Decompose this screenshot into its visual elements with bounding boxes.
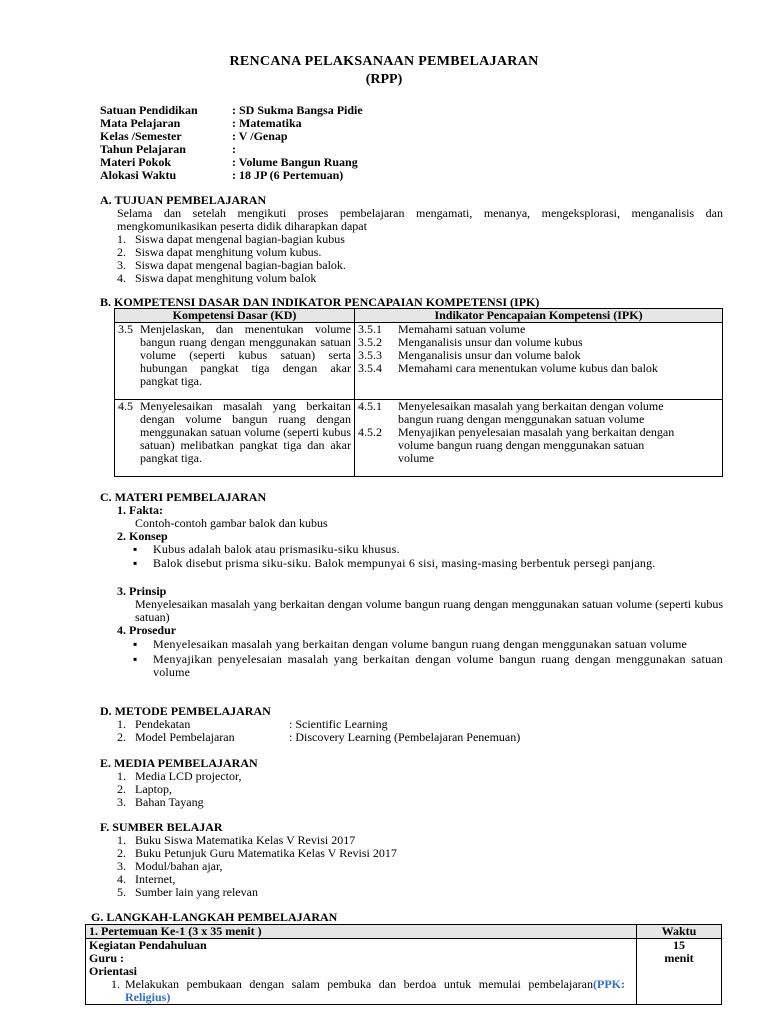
section-c-heading: C. MATERI PEMBELAJARAN (100, 490, 267, 504)
item-number: 2. (117, 782, 126, 796)
kd-text: Menyelesaikan masalah yang berkaitan dengan volume bangun ruang dengan menggunakan satuan volume (seperti kubus satuan) melibatkan pangkat tiga dan akar pangkat tiga. (140, 399, 351, 465)
guru-label: Guru : (89, 951, 125, 965)
section-f-heading: F. SUMBER BELAJAR (100, 820, 223, 834)
item-text: Sumber lain yang relevan (135, 885, 258, 899)
list-item (133, 638, 723, 651)
section-b-heading: B. KOMPETENSI DASAR DAN INDIKATOR PENCAPAIAN KOMPETENSI (IPK) (100, 295, 540, 309)
item-text: Balok disebut prisma siku-siku. Balok mempunyai 6 sisi, masing-masing berbentuk persegi panjang. (153, 556, 656, 570)
duration-unit: menit (664, 951, 694, 965)
activity-cell (86, 939, 637, 1005)
document-subtitle: (RPP) (365, 72, 403, 87)
ipk-text: Memahami satuan volume (398, 322, 526, 336)
ipk-cell (355, 400, 723, 477)
item-number: 1. (117, 717, 126, 731)
item-text: Media LCD projector, (135, 769, 242, 783)
steps-table (85, 924, 722, 1005)
item-text: Siswa dapat mengenal bagian-bagian kubus (135, 232, 345, 246)
table-row (115, 323, 723, 400)
item-text: Siswa dapat menghitung volum kubus. (135, 245, 322, 259)
waktu-header: Waktu (637, 925, 722, 939)
ipk-number: 4.5.1 (358, 399, 382, 413)
ipk-text: Menganalisis unsur dan volume balok (398, 348, 581, 362)
item-number: 2. (117, 730, 126, 744)
table-header-row (115, 309, 723, 323)
kegiatan-label: Kegiatan Pendahuluan (89, 938, 207, 952)
identity-key: Alokasi Waktu (100, 168, 177, 182)
konsep-list (133, 543, 723, 570)
section-f-list (117, 834, 397, 899)
ipk-item (358, 362, 719, 375)
item-text: Menyajikan penyelesaian masalah yang berkaitan dengan volume bangun ruang dengan menggunakan satuan volume (153, 652, 723, 679)
kd-text: Menjelaskan, dan menentukan volume bangun ruang dengan menggunakan satuan volume (seperti kubus satuan) serta hubungan pangkat tiga dengan akar pangkat tiga. (140, 322, 351, 388)
item-number: 3. (117, 795, 126, 809)
ipk-text: Menyelesaikan masalah yang berkaitan dengan volume bangun ruang dengan menggunakan satuan volume (398, 399, 664, 426)
table-row (86, 939, 722, 1005)
identity-key: Tahun Pelajaran (100, 142, 186, 156)
identity-row (100, 169, 363, 182)
kd-number: 3.5 (118, 322, 133, 336)
duration-value: 15 (673, 938, 685, 952)
section-d-list (117, 718, 520, 744)
identity-value: : V /Genap (232, 129, 288, 143)
item-key: Model Pembelajaran (135, 730, 235, 744)
ipk-number: 4.5.2 (358, 425, 382, 439)
item-number: 2. (117, 846, 126, 860)
item-text: Buku Siswa Matematika Kelas V Revisi 2017 (135, 833, 356, 847)
prosedur-list (133, 638, 723, 679)
step-number: 1. (111, 977, 120, 991)
section-a-intro: Selama dan setelah mengikuti proses pembelajaran mengamati, menanya, mengeksplorasi, menganalisis dan mengkomunikasikan peserta didik diharapkan dapat (117, 206, 723, 233)
item-text: Siswa dapat menghitung volum balok (135, 271, 317, 285)
item-text: Buku Petunjuk Guru Matematika Kelas V Revisi 2017 (135, 846, 397, 860)
ipk-text: Menganalisis unsur dan volume kubus (398, 335, 583, 349)
item-value: : Discovery Learning (Pembelajaran Penemuan) (289, 730, 521, 744)
fakta-heading: 1. Fakta: (117, 503, 163, 517)
bullet-icon: ▪ (133, 652, 138, 666)
identity-block (100, 104, 363, 182)
identity-key: Materi Pokok (100, 155, 171, 169)
column-header-kd: Kompetensi Dasar (KD) (115, 309, 355, 323)
item-number: 4. (117, 872, 126, 886)
ipk-text: Memahami cara menentukan volume kubus dan balok (398, 361, 658, 375)
item-number: 1. (117, 232, 126, 246)
item-number: 4. (117, 271, 126, 285)
column-header-ipk: Indikator Pencapaian Kompetensi (IPK) (355, 309, 723, 323)
bullet-icon: ▪ (133, 637, 138, 651)
item-text: Internet, (135, 872, 176, 886)
item-number: 2. (117, 245, 126, 259)
ipk-number: 3.5.1 (358, 322, 382, 336)
table-header-row (86, 925, 722, 939)
ipk-item (358, 400, 719, 426)
document-title: RENCANA PELAKSANAAN PEMBELAJARAN (229, 54, 539, 69)
ipk-text: Menyajikan penyelesaian masalah yang berkaitan dengan volume bangun ruang dengan menggunakan satuan volume (398, 425, 675, 465)
bullet-icon: ▪ (133, 542, 138, 556)
item-text: Kubus adalah balok atau prismasiku-siku khusus. (153, 542, 400, 556)
item-number: 1. (117, 769, 126, 783)
section-a-list (117, 233, 346, 285)
list-item (133, 653, 723, 679)
kd-cell (115, 400, 355, 477)
item-number: 3. (117, 258, 126, 272)
identity-value: : Matematika (232, 116, 302, 130)
identity-key: Mata Pelajaran (100, 116, 181, 130)
step-text-wrap (125, 978, 625, 1004)
identity-value: : 18 JP (6 Pertemuan) (232, 168, 344, 182)
kd-ipk-table (114, 308, 723, 477)
list-item (117, 731, 520, 744)
item-value: : Scientific Learning (289, 717, 388, 731)
section-e-list (117, 770, 242, 809)
list-item (117, 886, 397, 899)
konsep-heading: 2. Konsep (117, 529, 168, 543)
ipk-number: 3.5.4 (358, 361, 382, 375)
item-number: 5. (117, 885, 126, 899)
section-g-heading: G. LANGKAH-LANGKAH PEMBELAJARAN (91, 910, 338, 924)
orientasi-label: Orientasi (89, 964, 137, 978)
item-text: Modul/bahan ajar, (135, 859, 223, 873)
list-item (117, 796, 242, 809)
meeting-header: 1. Pertemuan Ke-1 (3 x 35 menit ) (86, 925, 637, 939)
ppk-tag: (PPK: Religius) (125, 977, 625, 1004)
section-d-heading: D. METODE PEMBELAJARAN (100, 704, 271, 718)
list-item (133, 543, 723, 556)
item-number: 1. (117, 833, 126, 847)
item-text: Siswa dapat mengenal bagian-bagian balok. (135, 258, 346, 272)
item-text: Menyelesaikan masalah yang berkaitan dengan volume bangun ruang dengan menggunakan satuan volume (153, 637, 688, 651)
prosedur-heading: 4. Prosedur (117, 623, 177, 637)
identity-value: : Volume Bangun Ruang (232, 155, 358, 169)
prinsip-text: Menyelesaikan masalah yang berkaitan dengan volume bangun ruang dengan menggunakan satuan volume (seperti kubus satuan) (135, 597, 723, 624)
prinsip-heading: 3. Prinsip (117, 584, 167, 598)
item-text: Laptop, (135, 782, 172, 796)
section-e-heading: E. MEDIA PEMBELAJARAN (100, 756, 258, 770)
item-number: 3. (117, 859, 126, 873)
bullet-icon: ▪ (133, 556, 138, 570)
kd-number: 4.5 (118, 399, 133, 413)
section-a-heading: A. TUJUAN PEMBELAJARAN (100, 193, 267, 207)
step-text: Melakukan pembukaan dengan salam pembuka dan berdoa untuk memulai pembelajaran (125, 977, 593, 991)
step-item (89, 978, 633, 1004)
item-text: Bahan Tayang (135, 795, 204, 809)
ipk-item (358, 426, 719, 465)
duration-cell (637, 939, 722, 1005)
identity-value: : SD Sukma Bangsa Pidie (232, 103, 363, 117)
ipk-number: 3.5.3 (358, 348, 382, 362)
identity-value: : (232, 142, 236, 156)
ipk-number: 3.5.2 (358, 335, 382, 349)
list-item (133, 557, 723, 570)
identity-key: Satuan Pendidikan (100, 103, 198, 117)
identity-key: Kelas /Semester (100, 129, 182, 143)
fakta-text: Contoh-contoh gambar balok dan kubus (135, 516, 328, 530)
table-row (115, 400, 723, 477)
ipk-cell (355, 323, 723, 400)
list-item (117, 272, 346, 285)
item-key: Pendekatan (135, 717, 191, 731)
kd-cell (115, 323, 355, 400)
